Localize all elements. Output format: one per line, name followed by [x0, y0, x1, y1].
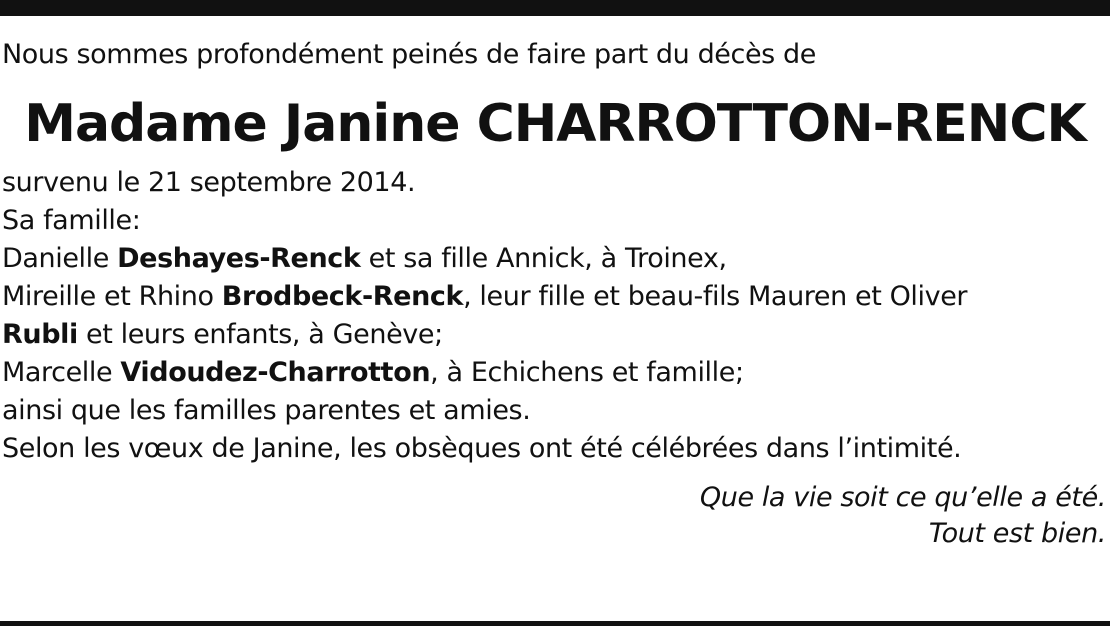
family-member-suffix: et leurs enfants, à Genève; [77, 319, 443, 350]
family-member-suffix: , leur fille et beau-fils Mauren et Oliver [463, 281, 968, 312]
family-member-prefix: Danielle [2, 243, 118, 274]
family-member-line [0, 354, 1110, 392]
relatives-line: ainsi que les familles parentes et amies. [2, 395, 531, 426]
family-heading: Sa famille: [2, 205, 141, 236]
family-member-line [0, 316, 1110, 354]
family-member-suffix: et sa fille Annick, à Troinex, [360, 243, 727, 274]
funeral-line: Selon les vœux de Janine, les obsèques ont été célébrées dans l’intimité. [2, 433, 962, 464]
bottom-border-rule [0, 621, 1110, 626]
family-surname: Rubli [2, 319, 78, 350]
motto-line: Que la vie soit ce qu’elle a été. [699, 482, 1106, 513]
family-member-prefix: Marcelle [2, 357, 121, 388]
motto-line: Tout est bien. [928, 518, 1106, 549]
family-member-line [0, 278, 1110, 316]
family-member-prefix: Mireille et Rhino [2, 281, 222, 312]
family-surname: Vidoudez-Charrotton [120, 357, 431, 388]
family-surname: Brodbeck-Renck [221, 281, 464, 312]
family-surname: Deshayes-Renck [117, 243, 361, 274]
top-border-rule [0, 0, 1110, 16]
obituary-notice [0, 36, 1110, 552]
family-member-line [0, 240, 1110, 278]
deceased-name: Madame Janine CHARROTTON-RENCK [24, 94, 1086, 154]
intro-text: Nous sommes profondément peinés de faire part du décès de [2, 39, 816, 70]
family-member-suffix: , à Echichens et famille; [430, 357, 744, 388]
date-of-death: survenu le 21 septembre 2014. [2, 167, 416, 198]
